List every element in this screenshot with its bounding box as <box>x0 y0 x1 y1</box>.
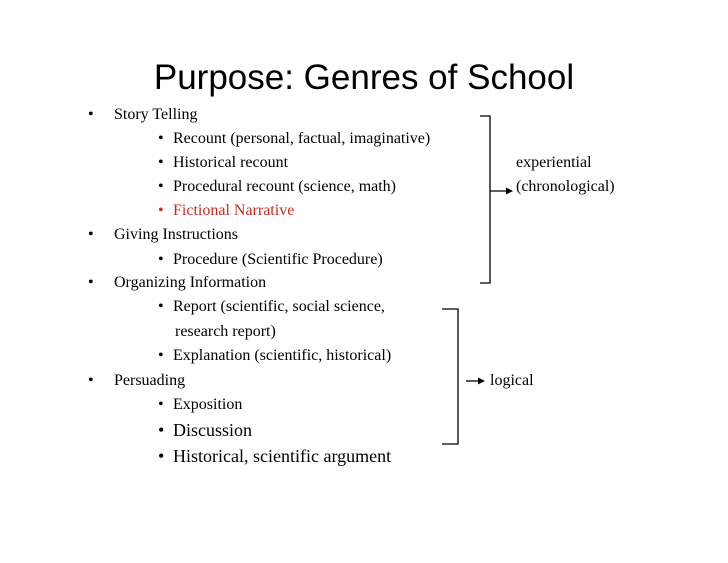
bullet-icon: • <box>88 372 94 389</box>
arrow-logical-icon <box>466 378 485 385</box>
list-item-discussion: Discussion <box>173 420 253 440</box>
bracket-logical <box>442 309 458 444</box>
bullet-icon: • <box>158 420 165 440</box>
bullet-icon: • <box>88 274 94 291</box>
label-experiential: experiential <box>516 154 592 171</box>
arrow-experiential-icon <box>490 188 513 195</box>
bullet-icon: • <box>158 202 164 219</box>
bullet-icon: • <box>158 154 164 171</box>
list-item-report: Report (scientific, social science, <box>173 298 385 315</box>
bullet-icon: • <box>158 446 165 466</box>
list-item-exposition: Exposition <box>173 396 243 413</box>
bullet-icon: • <box>158 130 164 147</box>
list-item-explanation: Explanation (scientific, historical) <box>173 347 392 364</box>
list-item-persuading: Persuading <box>114 372 186 389</box>
bullet-icon: • <box>158 251 164 268</box>
bullet-icon: • <box>158 178 164 195</box>
list-item-organizing-information: Organizing Information <box>114 274 267 291</box>
list-item-fictional-narrative: Fictional Narrative <box>173 202 295 219</box>
bullet-icon: • <box>158 396 164 413</box>
list-item-procedural-recount: Procedural recount (science, math) <box>173 178 397 195</box>
label-chronological: (chronological) <box>516 178 615 195</box>
list-item-recount: Recount (personal, factual, imaginative) <box>173 130 431 147</box>
list-item-story-telling: Story Telling <box>114 106 198 123</box>
bullet-icon: • <box>88 226 94 243</box>
list-item-report-continuation: research report) <box>175 323 276 340</box>
page-title: Purpose: Genres of School <box>153 58 575 97</box>
bullet-icon: • <box>158 347 164 364</box>
bullet-icon: • <box>158 298 164 315</box>
bullet-icon: • <box>88 106 94 123</box>
list-item-giving-instructions: Giving Instructions <box>114 226 238 243</box>
bracket-experiential <box>480 116 490 283</box>
list-item-historical-recount: Historical recount <box>173 154 289 171</box>
list-item-historical-argument: Historical, scientific argument <box>173 446 392 466</box>
label-logical: logical <box>490 372 534 389</box>
list-item-procedure: Procedure (Scientific Procedure) <box>173 251 383 268</box>
